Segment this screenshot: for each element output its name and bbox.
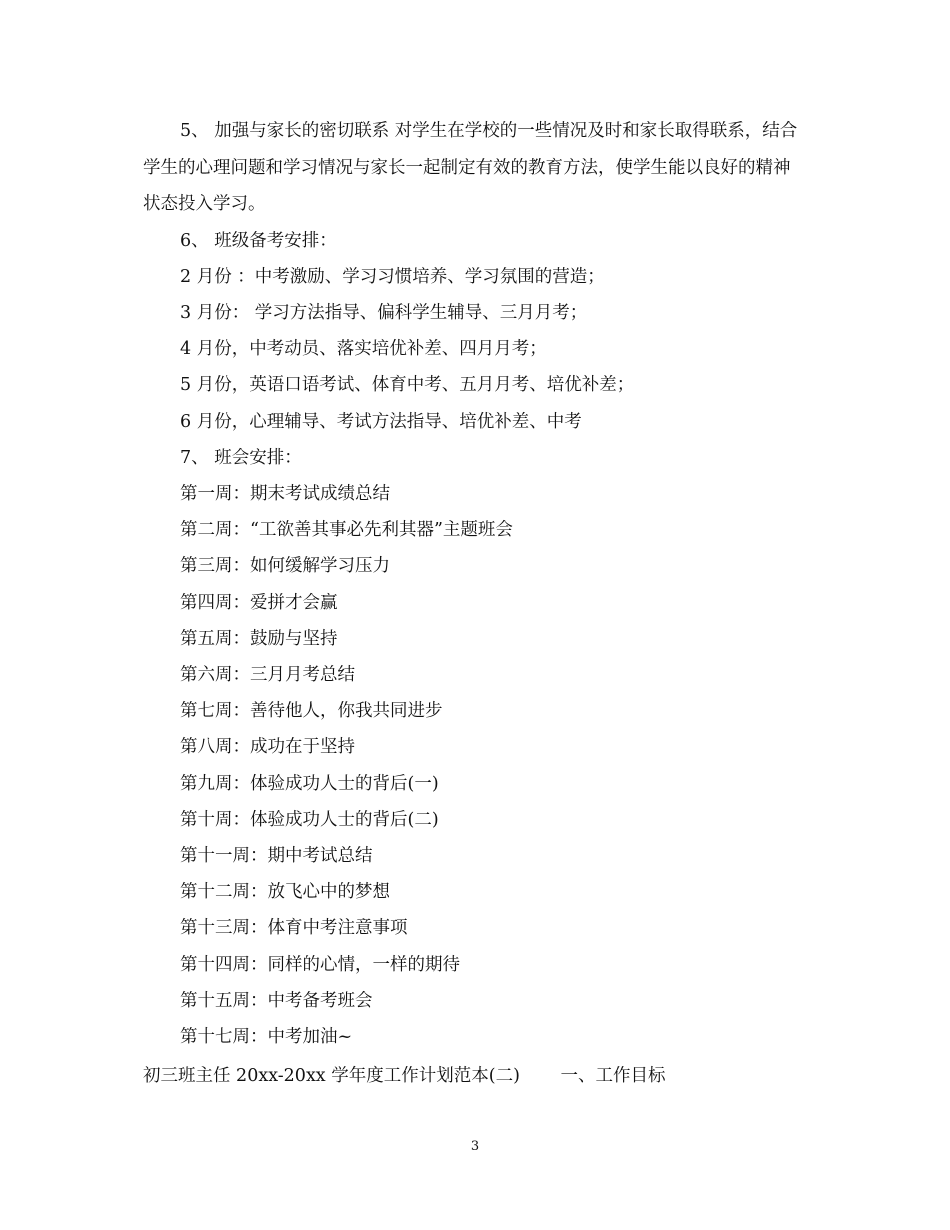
page-number: 3 — [470, 1139, 480, 1154]
week-item: 第十五周：中考备考班会 — [180, 991, 373, 1011]
month-item: 2 月份 ：中考激励、学习习惯培养、学习氛围的营造； — [180, 267, 605, 287]
week-item: 第一周：期末考试成绩总结 — [180, 484, 390, 504]
week-item: 第二周：“工欲善其事必先利其器”主题班会 — [180, 520, 513, 540]
week-item: 第十七周：中考加油~ — [180, 1027, 353, 1047]
week-item: 第四周：爱拼才会赢 — [180, 593, 338, 613]
week-item: 第三周：如何缓解学习压力 — [180, 556, 390, 576]
section-7-heading: 7、 班会安排： — [180, 448, 302, 468]
month-item: 4 月份，中考动员、落实培优补差、四月月考； — [180, 339, 547, 359]
paragraph-5 — [143, 113, 803, 223]
week-item: 第十周：体验成功人士的背后(二) — [180, 810, 439, 830]
week-item: 第十三周：体育中考注意事项 — [180, 918, 408, 938]
week-item: 第九周：体验成功人士的背后(一) — [180, 774, 439, 794]
month-item: 5 月份，英语口语考试、体育中考、五月月考、培优补差； — [180, 375, 635, 395]
week-item: 第六周：三月月考总结 — [180, 665, 355, 685]
week-item: 第十一周：期中考试总结 — [180, 846, 373, 866]
week-item: 第五周：鼓励与坚持 — [180, 629, 338, 649]
week-item: 第十二周：放飞心中的梦想 — [180, 882, 390, 902]
week-item: 第七周：善待他人，你我共同进步 — [180, 701, 443, 721]
paragraph-5-text: 5、 加强与家长的密切联系 对学生在学校的一些情况及时和家长取得联系，结合学生的心理问题和学习情况与家长一起制定有效的教育方法，使学生能以良好的精神状态投入学习。 — [143, 121, 798, 214]
section-6-heading: 6、 班级备考安排： — [180, 231, 337, 251]
week-item: 第八周：成功在于坚持 — [180, 737, 355, 757]
next-document-title: 初三班主任 20xx-20xx 学年度工作计划范本(二) 一、工作目标 — [143, 1066, 666, 1086]
week-item: 第十四周：同样的心情，一样的期待 — [180, 955, 460, 975]
month-item: 6 月份，心理辅导、考试方法指导、培优补差、中考 — [180, 412, 582, 432]
month-item: 3 月份： 学习方法指导、偏科学生辅导、三月月考； — [180, 303, 588, 323]
